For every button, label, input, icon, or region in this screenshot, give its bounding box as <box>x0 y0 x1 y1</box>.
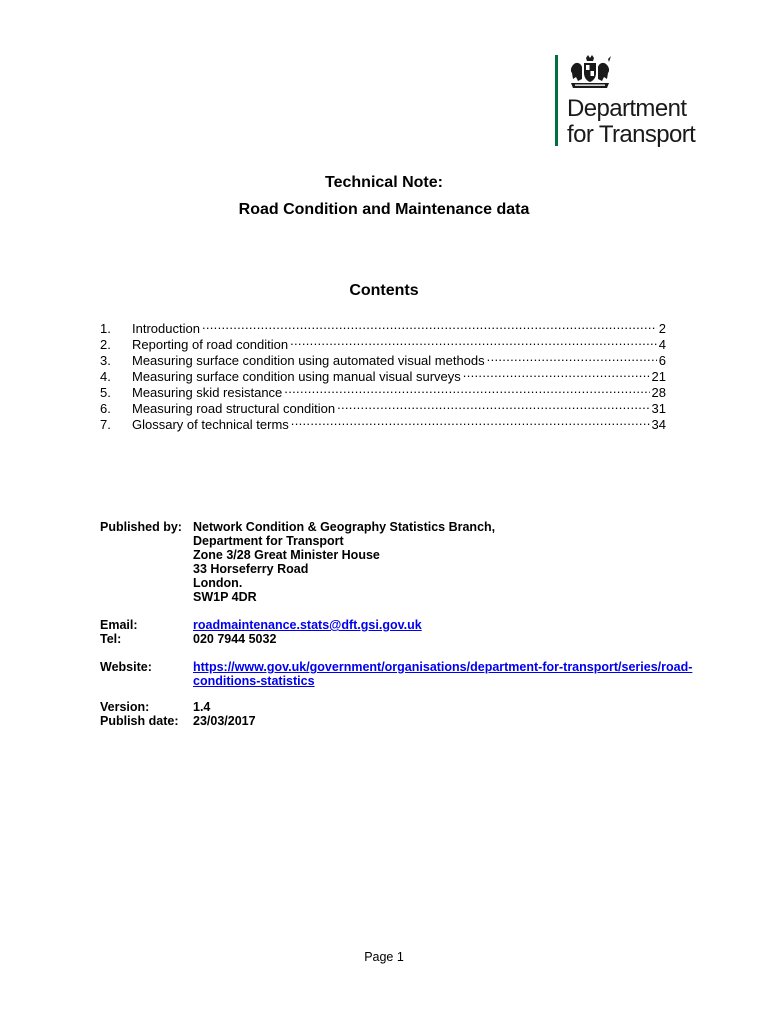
version-value: 1.4 <box>193 700 211 714</box>
toc-title: Measuring surface condition using manual visual surveys <box>132 369 461 384</box>
toc-number: 4. <box>100 369 111 384</box>
logo-green-bar <box>555 55 558 146</box>
email-link[interactable]: roadmaintenance.stats@dft.gsi.gov.uk <box>193 618 422 632</box>
publish-date-label: Publish date: <box>100 714 179 728</box>
toc-page-number: 2 <box>658 321 666 336</box>
toc-dot-leader <box>202 317 657 333</box>
publish-date-value: 23/03/2017 <box>193 714 256 728</box>
address-line: Zone 3/28 Great Minister House <box>193 548 380 562</box>
address-line: London. <box>193 576 243 590</box>
toc-page-number: 21 <box>651 369 666 384</box>
toc-title: Measuring surface condition using automated visual methods <box>132 353 485 368</box>
publisher-address <box>193 520 495 604</box>
document-title-line-2: Road Condition and Maintenance data <box>238 201 530 218</box>
toc-number: 3. <box>100 353 111 368</box>
dft-logo <box>555 55 730 150</box>
logo-line-2: for Transport <box>567 121 696 148</box>
toc-dot-leader <box>284 381 649 397</box>
email-label: Email: <box>100 618 138 632</box>
toc-page-number: 4 <box>658 337 666 352</box>
version-label: Version: <box>100 700 150 714</box>
toc-title: Measuring skid resistance <box>132 385 283 400</box>
toc-entry-introduction[interactable] <box>100 317 666 336</box>
toc-dot-leader <box>337 397 649 413</box>
toc-title: Introduction <box>132 321 200 336</box>
royal-coat-of-arms-icon <box>567 55 613 91</box>
toc-dot-leader <box>291 413 650 429</box>
toc-dot-leader <box>463 365 650 381</box>
toc-page-number: 6 <box>658 353 666 368</box>
toc-title: Reporting of road condition <box>132 337 289 352</box>
address-line: 33 Horseferry Road <box>193 562 309 576</box>
website-link-line-2[interactable]: conditions-statistics <box>193 674 315 688</box>
address-line: SW1P 4DR <box>193 590 257 604</box>
logo-line-1: Department <box>567 95 687 122</box>
toc-number: 1. <box>100 321 111 336</box>
website-label: Website: <box>100 660 152 674</box>
table-of-contents <box>100 317 666 432</box>
toc-number: 5. <box>100 385 111 400</box>
toc-page-number: 28 <box>651 385 666 400</box>
page-number: Page 1 <box>364 950 404 964</box>
toc-number: 2. <box>100 337 111 352</box>
toc-title: Glossary of technical terms <box>132 417 289 432</box>
logo-wordmark <box>567 96 695 148</box>
website-link-line-1[interactable]: https://www.gov.uk/government/organisations/department-for-transport/series/road- <box>193 660 693 674</box>
address-line: Department for Transport <box>193 534 344 548</box>
toc-page-number: 31 <box>651 401 666 416</box>
document-title-line-1: Technical Note: <box>325 174 443 191</box>
tel-label: Tel: <box>100 632 122 646</box>
contents-heading: Contents <box>349 282 419 299</box>
published-by-label: Published by: <box>100 520 182 534</box>
address-line: Network Condition & Geography Statistics Branch, <box>193 520 496 534</box>
toc-dot-leader <box>290 333 657 349</box>
toc-number: 7. <box>100 417 111 432</box>
toc-number: 6. <box>100 401 111 416</box>
toc-title: Measuring road structural condition <box>132 401 336 416</box>
tel-value: 020 7944 5032 <box>193 632 277 646</box>
toc-page-number: 34 <box>651 417 666 432</box>
toc-dot-leader <box>487 349 657 365</box>
